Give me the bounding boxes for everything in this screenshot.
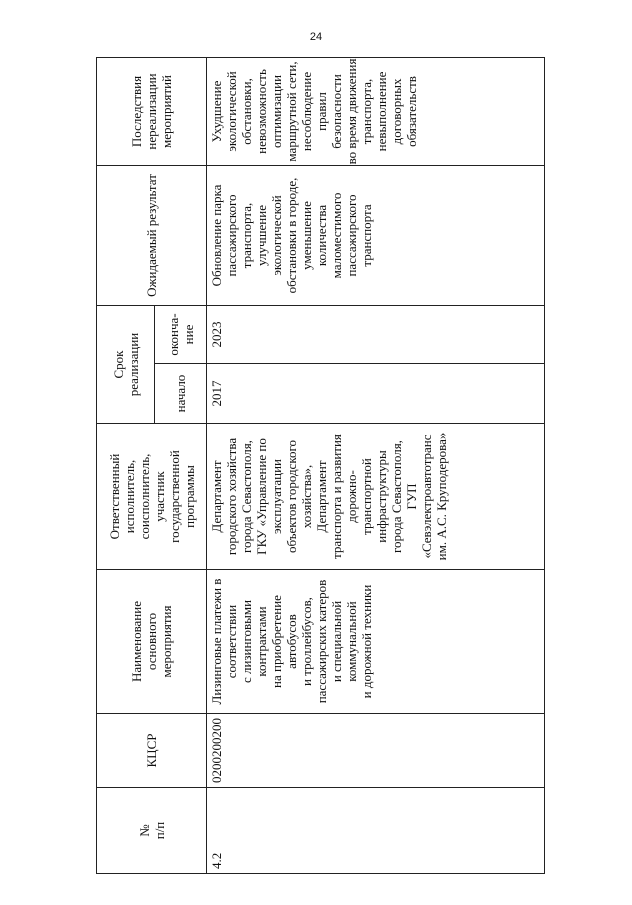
header-result: Ожидаемый результат [97, 165, 207, 305]
cell-name: Лизинговые платежи в соответствии с лизинговыми контрактами на приобретение автобусов и троллейбусов, пассажирских катеров и специальной коммунальной и дорожной техники [207, 570, 545, 714]
measures-table [96, 57, 545, 874]
table-row [207, 57, 545, 873]
header-row-top [97, 57, 155, 873]
cell-end: 2023 [207, 305, 545, 363]
header-executor: Ответственный исполнитель, соисполнитель, участник государственной программы [97, 424, 207, 570]
header-period: Срок реализации [97, 305, 155, 423]
rotated-table-sheet [96, 58, 544, 874]
header-num: № п/п [97, 788, 207, 874]
cell-consequences: Ухудшение экологической обстановки, невозможность оптимизации маршрутной сети, несоблюдение правил безопасности во время движения транспорта, невыполнение договорных обязательств [207, 57, 545, 165]
cell-executor: Департамент городского хозяйства города Севастополя, ГКУ «Управление по эксплуатации объектов городского хозяйства», Департамент транспорта и развития дорожно- транспортной инфраструктуры города Севастополя, ГУП «Севэлектроавтотранс им. А.С. Круподерова» [207, 424, 545, 570]
header-consequences: Последствия нереализации мероприятий [97, 57, 207, 165]
cell-num: 4.2 [207, 788, 545, 874]
cell-start: 2017 [207, 364, 545, 424]
header-name: Наименование основного мероприятия [97, 570, 207, 714]
header-kcsr: КЦСР [97, 714, 207, 788]
header-start: начало [155, 364, 207, 424]
header-end: оконча- ние [155, 305, 207, 363]
cell-kcsr: 0200200200 [207, 714, 545, 788]
page-number: 24 [309, 31, 323, 43]
cell-result: Обновление парка пассажирского транспорта, улучшение экологической обстановки в городе, уменьшение количества маломестимого пассажирского транспорта [207, 165, 545, 305]
